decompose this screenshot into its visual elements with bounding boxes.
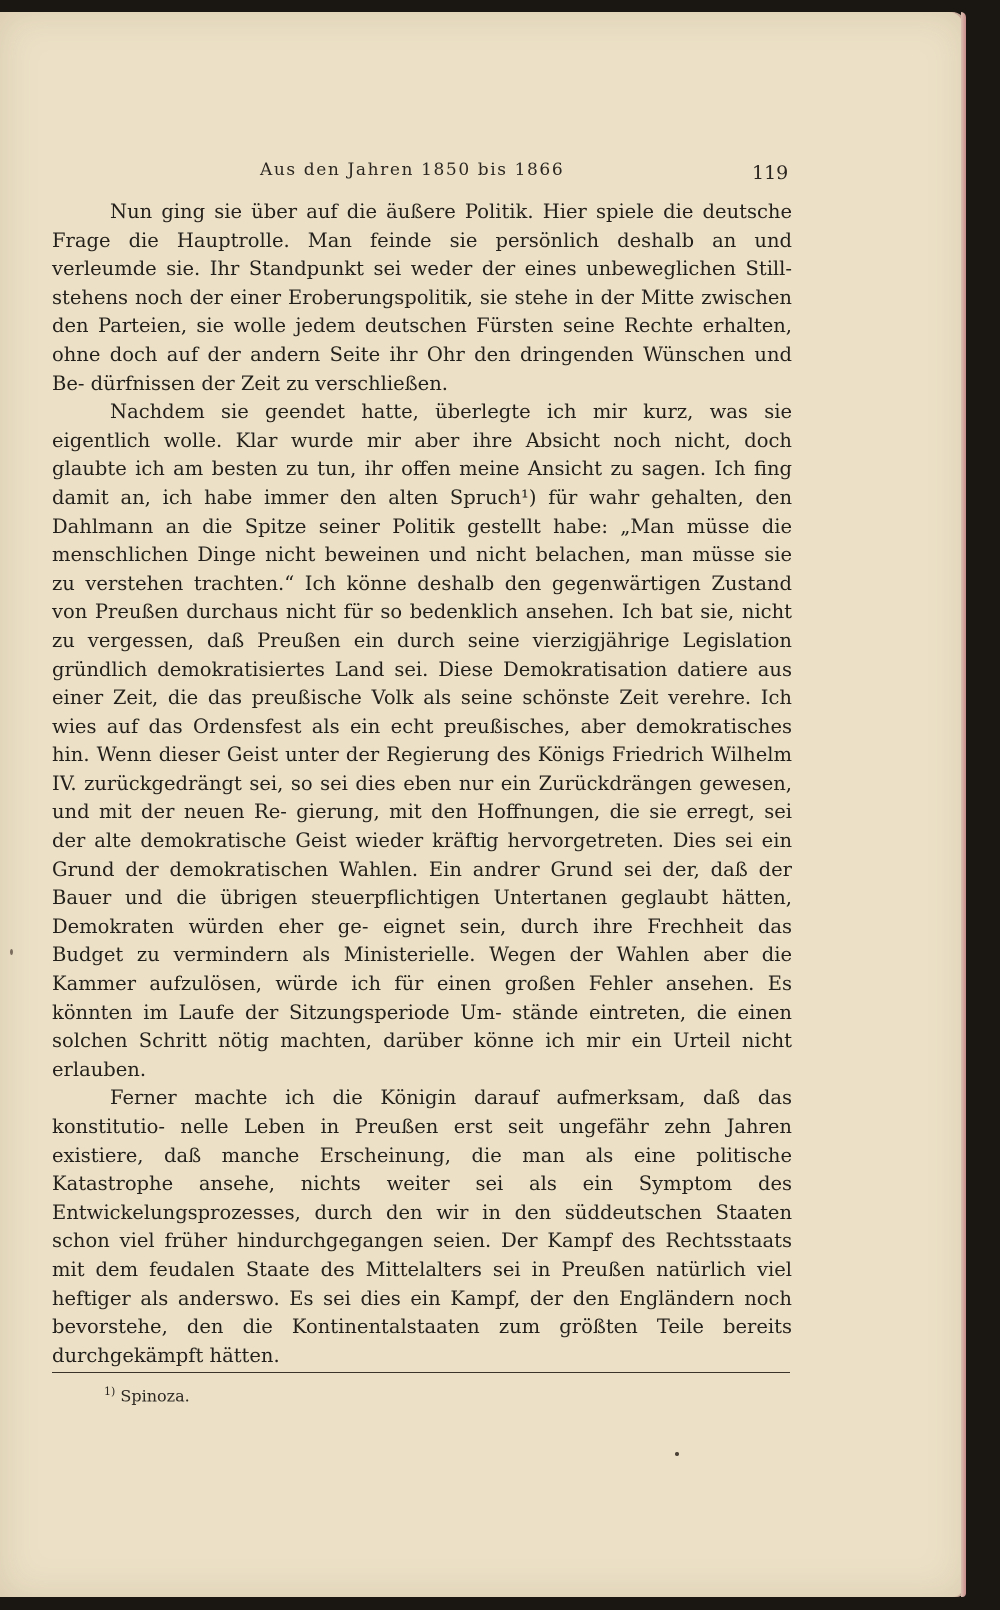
paragraph-3: Ferner machte ich die Königin darauf aufmerksam, daß das konstitutio- nelle Leben in Preußen erst seit ungefähr zehn Jahren existiere, daß manche Erscheinung, die man als eine politische Katastrophe ansehe, nichts weiter sei als ein Symptom des Entwickelungsprozesses, durch den wir in den süddeutschen Staaten schon viel früher hindurchgegangen seien. Der Kampf des Rechtsstaats mit dem feudalen Staate des Mittelalters sei in Preußen natürlich viel heftiger als anderswo. Es sei dies ein Kampf, der den Engländern noch bevorstehe, den die Kontinentalstaaten zum größten Teile bereits durchgekämpft hätten. <box>52 1086 792 1367</box>
paragraph-1: Nun ging sie über auf die äußere Politik. Hier spiele die deutsche Frage die Hauptrolle. Man feinde sie persönlich deshalb an und verleumde sie. Ihr Standpunkt sei weder der eines unbeweglichen Still- stehens noch der einer Eroberungspolitik, sie stehe in der Mitte zwischen den Parteien, sie wolle jedem deutschen Fürsten seine Rechte erhalten, ohne doch auf der andern Seite ihr Ohr den dringenden Wünschen und Be- dürfnissen der Zeit zu verschließen. <box>52 200 792 395</box>
paragraph-2: Nachdem sie geendet hatte, überlegte ich mir kurz, was sie eigentlich wolle. Klar wurde mir aber ihre Absicht noch nicht, doch glaubte ich am besten zu tun, ihr offen meine Ansicht zu sagen. Ich fing damit an, ich habe immer den alten Spruch¹) für wahr gehalten, den Dahlmann an die Spitze seiner Politik gestellt habe: „Man müsse die menschlichen Dinge nicht beweinen und nicht belachen, man müsse sie zu verstehen trachten.“ Ich könne deshalb den gegenwärtigen Zustand von Preußen durchaus nicht für so bedenklich ansehen. Ich bat sie, nicht zu vergessen, daß Preußen ein durch seine vierzigjährige Legislation gründlich demokratisiertes Land sei. Diese Demokratisation datiere aus einer Zeit, die das preußische Volk als seine schönste Zeit verehre. Ich wies auf das Ordensfest als ein echt preußisches, aber demokratisches hin. Wenn dieser Geist unter der Regierung des Königs Friedrich Wilhelm IV. zurückgedrängt sei, so sei dies eben nur ein Zurückdrängen gewesen, und mit der neuen Re- gierung, mit den Hoffnungen, die sie erregt, sei der alte demokratische Geist wieder kräftig hervorgetreten. Dies sei ein Grund der demokratischen Wahlen. Ein andrer Grund sei der, daß der Bauer und die übrigen steuerpflichtigen Untertanen geglaubt hätten, Demokraten würden eher ge- eignet sein, durch ihre Frechheit das Budget zu vermindern als Ministerielle. Wegen der Wahlen aber die Kammer aufzulösen, würde ich für einen großen Fehler ansehen. Es könnten im Laufe der Sitzungsperiode Um- stände eintreten, die einen solchen Schritt nötig machten, darüber könne ich mir ein Urteil nicht erlauben. <box>52 400 792 1081</box>
page-edge <box>961 12 966 1597</box>
footnote-text: Spinoza. <box>120 1386 190 1406</box>
body-text <box>52 198 792 1370</box>
footnote-rule <box>52 1372 790 1373</box>
footnote-marker: 1) <box>104 1385 116 1398</box>
page-number: 119 <box>752 162 789 184</box>
paper-sheet <box>0 12 966 1597</box>
running-head: Aus den Jahren 1850 bis 1866 <box>260 160 565 180</box>
footnote <box>104 1385 190 1405</box>
ink-speck <box>10 949 13 955</box>
ink-speck <box>675 1452 679 1456</box>
